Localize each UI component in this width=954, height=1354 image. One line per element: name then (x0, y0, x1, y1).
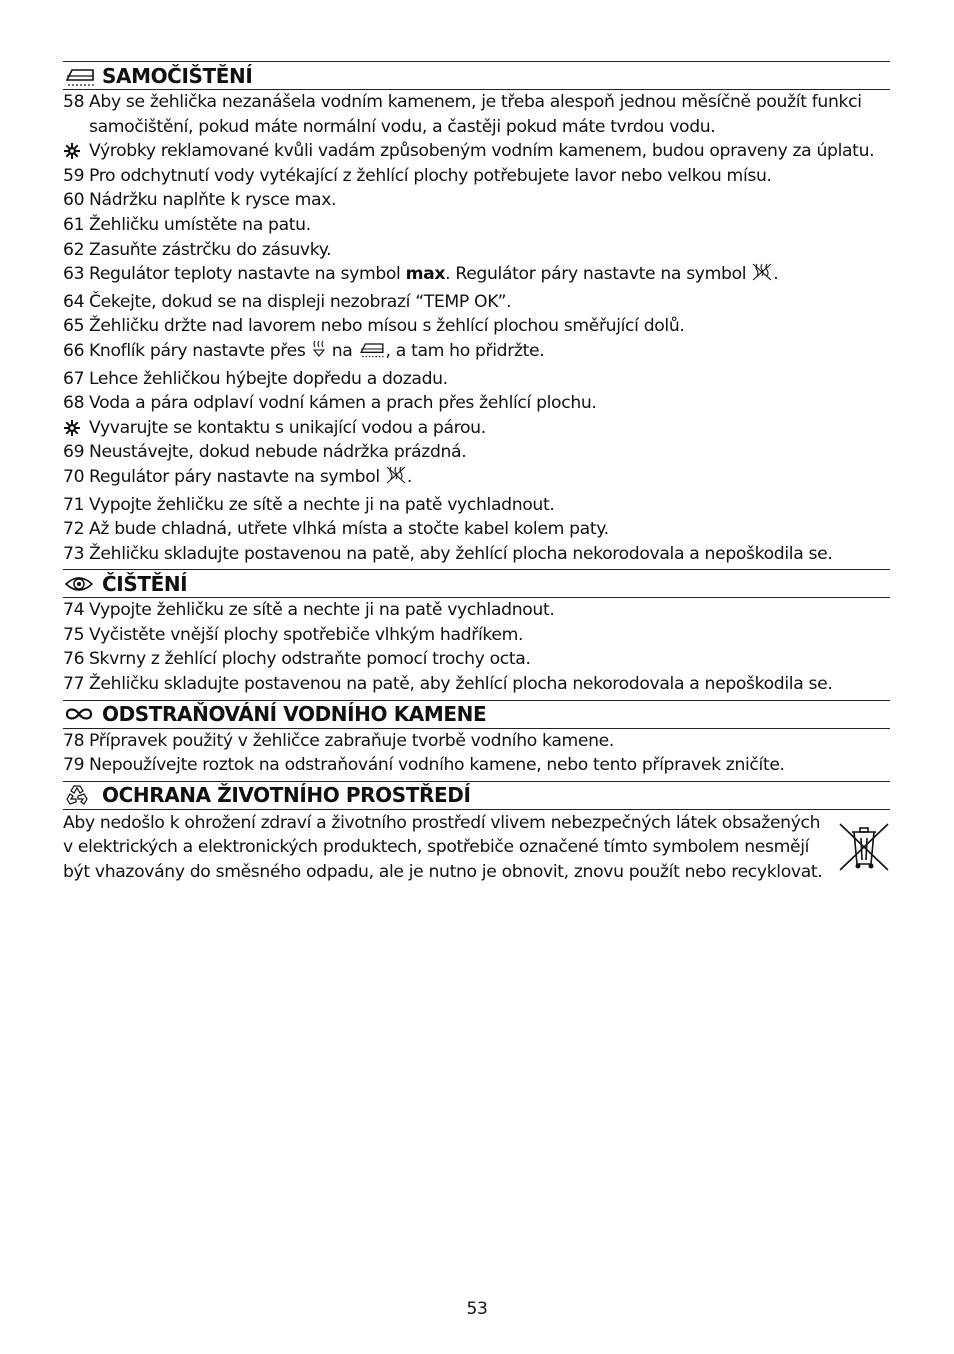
list-item-69: 69 Neustávejte, dokud nebude nádržka prázdná. (63, 442, 467, 463)
warning-icon (63, 139, 89, 164)
weee-crossed-bin-icon (838, 820, 890, 885)
steam-max-icon (311, 339, 327, 367)
list-item-60: 60 Nádržku naplňte k rysce max. (63, 190, 337, 211)
list-item-66: 66 Knoflík páry nastavte přes na , a tam ho přidržte. (63, 339, 890, 367)
list-item-71: 71 Vypojte žehličku ze sítě a nechte ji na patě vychladnout. (63, 494, 555, 515)
list-item-65: 65 Žehličku držte nad lavorem nebo mísou s žehlící plochou směřující dolů. (63, 316, 685, 337)
list-item-76: 76 Skvrny z žehlící plochy odstraňte pomocí trochy octa. (63, 649, 531, 670)
warning-icon (63, 416, 89, 441)
iron-steam-icon (64, 65, 98, 87)
page-content (63, 61, 890, 885)
list-item-77: 77 Žehličku skladujte postavenou na patě, aby žehlící plocha nekorodovala a nepoškodila se. (63, 674, 833, 695)
section-title: ODSTRAŇOVÁNÍ VODNÍHO KAMENE (102, 702, 487, 727)
section-header-cleaning (63, 569, 890, 598)
environment-block (63, 810, 890, 885)
section-title: ČIŠTĚNÍ (102, 571, 188, 596)
warning-item: Vyvarujte se kontaktu s unikající vodou a párou. (63, 416, 890, 441)
list-item-61: 61 Žehličku umístěte na patu. (63, 214, 311, 235)
list-item-70: 70 Regulátor páry nastavte na symbol . (63, 465, 890, 493)
list-item-59: 59 Pro odchytnutí vody vytékající z žehlící plochy potřebujete lavor nebo velkou mísu. (63, 165, 772, 186)
infinity-icon (64, 703, 98, 725)
list-item-67: 67 Lehce žehličkou hýbejte dopředu a dozadu. (63, 368, 448, 389)
section-title: SAMOČIŠTĚNÍ (102, 63, 253, 88)
list-item-62: 62 Zasuňte zástrčku do zásuvky. (63, 239, 332, 260)
section-title: OCHRANA ŽIVOTNÍHO PROSTŘEDÍ (102, 783, 471, 808)
list-item-68: 68 Voda a pára odplaví vodní kámen a prach přes žehlící plochu. (63, 393, 597, 414)
iron-steam-icon (358, 339, 386, 367)
warning-item: Výrobky reklamované kvůli vadám způsobeným vodním kamenem, budou opraveny za úplatu. (63, 139, 890, 164)
eye-icon (64, 573, 98, 595)
list-item-75: 75 Vyčistěte vnější plochy spotřebiče vlhkým hadříkem. (63, 624, 524, 645)
section-header-environment (63, 781, 890, 810)
environment-paragraph: Aby nedošlo k ohrožení zdraví a životního prostředí vlivem nebezpečných látek obsažených v elektrických a elektronických produktech, spotřebiče označené tímto symbolem nesmějí být vhazovány do směsného odpadu, ale je nutno je obnovit, znovu použít nebo recyklovat. (63, 812, 823, 883)
list-item-79: 79 Nepoužívejte roztok na odstraňování vodního kamene, nebo tento přípravek zničíte. (63, 755, 785, 776)
list-item-72: 72 Až bude chladná, utřete vlhká místa a stočte kabel kolem paty. (63, 519, 609, 540)
list-item-78: 78 Přípravek použitý v žehličce zabraňuje tvorbě vodního kamene. (63, 730, 614, 751)
list-item-63: 63 Regulátor teploty nastavte na symbol max. Regulátor páry nastavte na symbol . (63, 262, 890, 290)
recycle-icon (64, 784, 98, 806)
page-number: 53 (466, 1299, 488, 1319)
list-item-58: 58 Aby se žehlička nezanášela vodním kamenem, je třeba alespoň jednou měsíčně použít funkci samočištění, pokud máte normální vodu, a častěji pokud máte tvrdou vodu. (63, 92, 862, 137)
list-item-73: 73 Žehličku skladujte postavenou na patě, aby žehlící plocha nekorodovala a nepoškodila se. (63, 543, 833, 564)
steam-off-icon (751, 262, 773, 290)
section-header-self-clean (63, 61, 890, 90)
steam-off-icon (385, 465, 407, 493)
list-item-64: 64 Čekejte, dokud se na displeji nezobrazí “TEMP OK”. (63, 291, 512, 312)
section-header-descale (63, 700, 890, 729)
list-item-74: 74 Vypojte žehličku ze sítě a nechte ji na patě vychladnout. (63, 600, 555, 621)
